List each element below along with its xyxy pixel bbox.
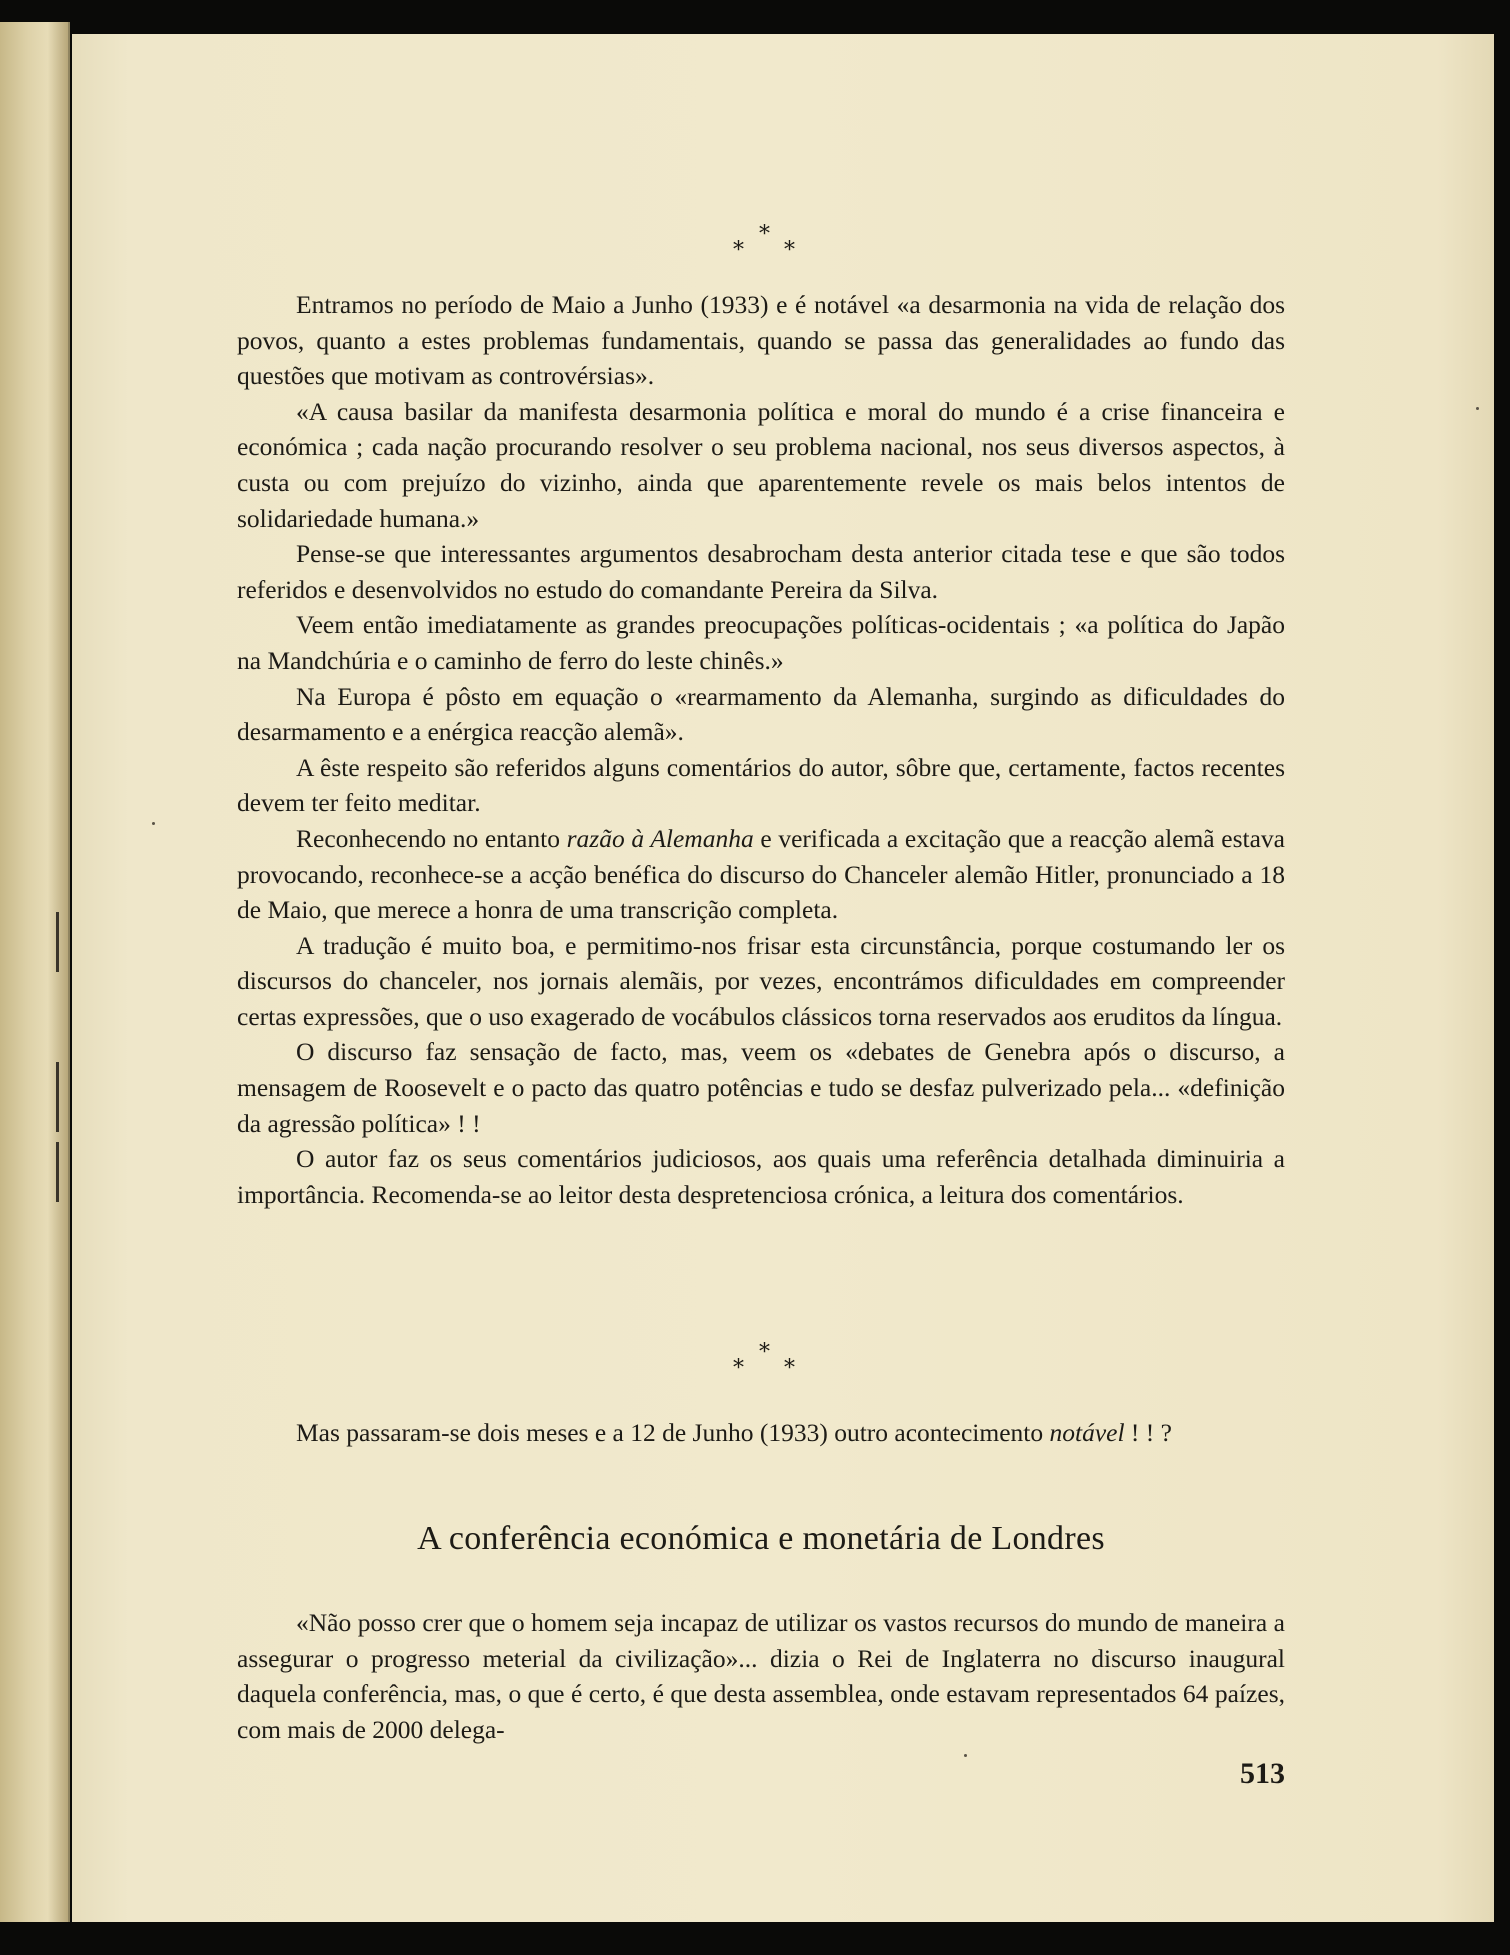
paragraph: Pense-se que interessantes argumentos desabrocham desta anterior citada tese e que são todos referidos e desenvolvidos no estudo do comandante Pereira da Silva. xyxy=(237,539,1285,604)
paragraph: A tradução é muito boa, e permitimo-nos frisar esta circunstância, porque costumando ler os discursos do chanceler, nos jornais alemãis, por vezes, encontrámos dificuldades em compreender certas expressões, que o uso exagerado de vocábulos clássicos torna reservados aos eruditos da língua. xyxy=(237,930,1285,1031)
paragraph-text: Reconhecendo no entanto xyxy=(296,823,567,853)
spine-mark xyxy=(56,912,59,972)
paper-speck xyxy=(1476,407,1479,410)
paragraph: Na Europa é pôsto em equação o «rearmamento da Alemanha, surgindo as dificuldades do desarmamento e a enérgica reacção alemã». xyxy=(237,681,1285,747)
paragraph: «Não posso crer que o homem seja incapaz de utilizar os vastos recursos do mundo de maneira a assegurar o progresso meterial da civilização»... dizia o Rei de Inglaterra no discurso inaugural daquela conferência, mas, o que é certo, é que desta assemblea, onde estavam representados 64 paízes, com mais de 2000 delega- xyxy=(237,1608,1285,1744)
paragraph: A êste respeito são referidos alguns comentários do autor, sôbre que, certamente, factos recentes devem ter feito meditar. xyxy=(237,752,1285,818)
section-heading: A conferência económica e monetária de Londres xyxy=(417,1520,1105,1557)
paragraph-text: Mas passaram-se dois meses e a 12 de Junho (1933) outro acontecimento xyxy=(296,1418,1050,1447)
paragraph: Veem então imediatamente as grandes preocupações políticas-ocidentais ; «a política do Japão na Mandchúria e o caminho de ferro do leste chinês.» xyxy=(237,610,1285,675)
section-divider-asterism xyxy=(700,1340,840,1386)
paragraph: O autor faz os seus comentários judiciosos, aos quais uma referência detalhada diminuiria a importância. Recomenda-se ao leitor desta despretenciosa crónica, a leitura dos comentários. xyxy=(237,1144,1285,1209)
paper-speck xyxy=(964,1754,967,1757)
paragraph-text: ! ! ? xyxy=(1124,1418,1172,1447)
paragraph: Entramos no período de Maio a Junho (1933) e é notável «a desarmonia na vida de relação dos povos, quanto a estes problemas fundamentais, quando se passa das generalidades ao fundo das questões que motivam as controvérsias». xyxy=(237,290,1285,391)
asterisk: * xyxy=(759,222,770,247)
paragraph: O discurso faz sensação de facto, mas, veem os «debates de Genebra após o discurso, a mensagem de Roosevelt e o pacto das quatro potências e tudo se desfaz pulverizado pela... «definição da agressão política» ! ! xyxy=(237,1037,1285,1138)
paragraph xyxy=(237,821,1285,928)
book-spine xyxy=(0,22,70,1922)
asterisk: * xyxy=(733,238,744,263)
main-text-section-2 xyxy=(237,1415,1285,1451)
paragraph xyxy=(237,1415,1285,1451)
main-text-section-1 xyxy=(237,287,1285,1212)
asterisk: * xyxy=(784,238,795,263)
paragraph-text: e verificada a excitação que a reacção alemã estava provocando, reconhece-se a acção benéfica do discurso do Chanceler alemão Hitler, pronunciado a 18 de Maio, que merece a honra de uma transcrição completa. xyxy=(237,823,1285,925)
emphasis-text: razão à Alemanha xyxy=(566,823,754,853)
asterisk: * xyxy=(733,1356,744,1381)
asterisk: * xyxy=(784,1356,795,1381)
spine-mark xyxy=(56,1142,59,1202)
main-text-section-3 xyxy=(237,1605,1285,1747)
paragraph: «A causa basilar da manifesta desarmonia política e moral do mundo é a crise financeira e económica ; cada nação procurando resolver o seu problema nacional, nos seus diversos aspectos, à custa ou com prejuízo do vizinho, ainda que aparentemente revele os mais belos intentos de solidariedade humana.» xyxy=(237,396,1285,533)
asterisk: * xyxy=(759,1340,770,1365)
page-number: 513 xyxy=(1240,1757,1285,1790)
paper-speck xyxy=(152,822,155,825)
emphasis-text: notável xyxy=(1049,1418,1125,1447)
spine-mark xyxy=(56,1062,59,1132)
section-divider-asterism xyxy=(700,222,840,268)
